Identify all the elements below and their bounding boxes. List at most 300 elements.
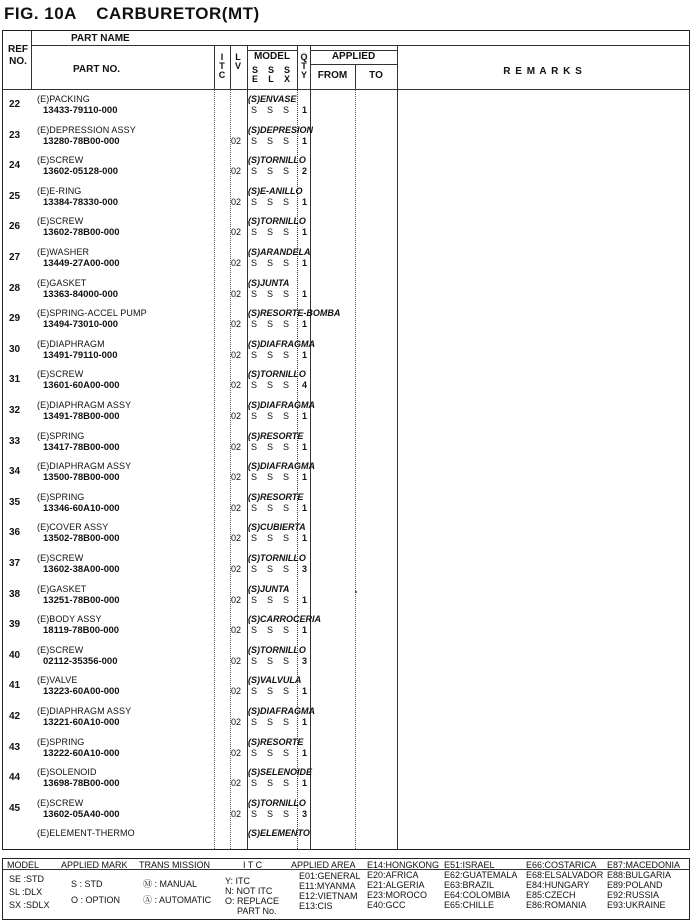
- model-mark: S: [267, 288, 274, 299]
- part-name: (E)PACKING: [37, 94, 90, 104]
- part-name: (E)SCREW: [37, 155, 84, 166]
- legend-itc-item: O: REPLACE: [225, 896, 280, 906]
- legend-area-item: E12:VIETNAM: [299, 891, 358, 901]
- legend-area-item: E66:COSTARICA: [526, 860, 597, 870]
- model-mark: S: [251, 411, 258, 421]
- model-mark: S: [267, 380, 274, 391]
- applied-header: APPLIED: [331, 51, 376, 62]
- legend-area-item: E23:MOROCO: [367, 890, 428, 900]
- model-mark: S: [267, 349, 274, 360]
- part-number: 13222-60A10-000: [43, 747, 120, 759]
- legend-area-item: E86:ROMANIA: [526, 900, 587, 910]
- from-header: FROM: [317, 70, 348, 81]
- ref-number: 29: [9, 313, 21, 325]
- part-name: (E)DIAPHRAGM: [37, 338, 105, 349]
- level-value: 02: [231, 625, 242, 636]
- model-mark: S: [251, 380, 258, 391]
- model-mark: S: [251, 349, 258, 360]
- level-value: 02: [231, 747, 242, 758]
- part-number: 18119-78B00-000: [43, 625, 120, 637]
- quantity: 3: [302, 808, 308, 819]
- table-row: [3, 306, 689, 337]
- table-row: [3, 398, 689, 429]
- part-number: 13602-38A00-000: [43, 564, 120, 575]
- ref-number: 25: [9, 190, 21, 202]
- quantity: 3: [302, 655, 308, 666]
- quantity: 1: [302, 288, 308, 299]
- level-value: 02: [231, 319, 242, 330]
- spanish-name: (S)JUNTA: [248, 583, 290, 594]
- part-name-header: PART NAME: [71, 33, 130, 44]
- level-value: 02: [231, 778, 242, 789]
- level-value: 02: [231, 686, 242, 697]
- legend-area-item: E62:GUATEMALA: [444, 870, 518, 880]
- to-header: TO: [369, 70, 383, 81]
- legend-area-item: E21:ALGERIA: [367, 880, 425, 890]
- part-number: 13346-60A10-000: [43, 502, 120, 514]
- level-value: 02: [231, 288, 242, 299]
- legend-area-item: E11:MYANMA: [299, 881, 356, 891]
- quantity: 1: [302, 441, 308, 452]
- spanish-name: (S)DIAFRAGMA: [248, 461, 315, 472]
- legend-trans-item: Ⓜ : MANUAL: [143, 879, 198, 889]
- part-number: 02112-35356-000: [43, 655, 118, 667]
- model-mark: S: [267, 808, 274, 819]
- legend-model-item: SX :SDLX: [9, 900, 50, 910]
- part-name: (E)SPRING: [37, 736, 85, 747]
- model-mark: S: [251, 105, 258, 115]
- part-name: (E)SOLENOID: [37, 767, 97, 778]
- spanish-name: (S)JUNTA: [248, 277, 290, 288]
- itc-header: I T C: [218, 52, 226, 80]
- quantity: 1: [302, 472, 308, 483]
- model-mark: S: [267, 655, 274, 666]
- ref-number: 35: [9, 496, 21, 508]
- table-row: [3, 673, 689, 704]
- ref-number: 36: [9, 527, 21, 539]
- legend-itc-item: PART No.: [237, 906, 277, 916]
- quantity: 1: [302, 778, 308, 789]
- table-row: [3, 214, 689, 245]
- level-value: 02: [231, 227, 242, 238]
- ref-number: 30: [9, 343, 21, 355]
- spanish-name: (S)ARANDELA: [248, 247, 311, 257]
- level-value: 02: [231, 594, 242, 605]
- legend-area-item: E88:BULGARIA: [607, 870, 672, 880]
- qty-header: Q T Y: [300, 52, 308, 80]
- part-number: 13491-79110-000: [43, 349, 118, 361]
- ref-number: 28: [9, 282, 21, 294]
- spanish-name: (S)ELEMENTO: [248, 828, 310, 839]
- quantity: 4: [302, 380, 308, 391]
- ref-number: 41: [9, 680, 21, 692]
- model-mark: S: [283, 747, 290, 758]
- table-row: [3, 245, 689, 276]
- legend-itc-title: I T C: [243, 860, 263, 870]
- part-name: (E)WASHER: [37, 247, 90, 257]
- model-mark: S: [251, 564, 258, 574]
- model-mark: S: [267, 196, 274, 207]
- part-number: 13363-84000-000: [43, 288, 119, 300]
- quantity: 1: [302, 533, 308, 544]
- model-mark: S: [267, 166, 274, 177]
- spanish-name: (S)VALVULA: [248, 675, 302, 686]
- lv-header: L V: [234, 52, 241, 71]
- table-row: [3, 429, 689, 460]
- spanish-name: (S)ENVASE: [248, 94, 297, 104]
- ref-number: 38: [9, 588, 21, 600]
- model-mark: S: [283, 533, 290, 544]
- ref-number: 42: [9, 711, 21, 722]
- ref-number: 32: [9, 405, 21, 416]
- part-name: (E)DIAPHRAGM ASSY: [37, 400, 132, 410]
- quantity: 2: [302, 166, 308, 177]
- ref-number: 33: [9, 435, 21, 447]
- table-row: [3, 704, 689, 735]
- spanish-name: (S)RESORTE: [248, 430, 304, 441]
- level-value: 02: [231, 196, 242, 207]
- model-mark: S: [283, 472, 290, 483]
- spanish-name: (S)DIAFRAGMA: [248, 706, 315, 716]
- spanish-name: (S)RESORTE-BOMBA: [248, 308, 341, 319]
- model-mark: S: [251, 747, 258, 758]
- spanish-name: (S)CUBIERTA: [248, 522, 306, 533]
- part-name: (E)SCREW: [37, 797, 84, 808]
- model-mark: S: [251, 441, 258, 452]
- part-name: (E)DEPRESSION ASSY: [37, 124, 136, 135]
- ref-number: 43: [9, 741, 21, 753]
- model-mark: S: [251, 227, 258, 238]
- legend-itc-item: N: NOT ITC: [225, 886, 273, 896]
- legend-model-title: MODEL: [7, 860, 40, 870]
- model-mark: S: [251, 135, 258, 146]
- model-mark: S: [267, 319, 274, 330]
- model-mark: S: [283, 288, 290, 299]
- table-row: [3, 582, 689, 613]
- legend: [2, 858, 690, 920]
- ref-number: 39: [9, 619, 21, 631]
- model-mark: S: [267, 227, 274, 238]
- level-value: 02: [231, 502, 242, 513]
- model-mark: S: [267, 717, 274, 727]
- table-row: [3, 123, 689, 154]
- model-mark: S: [283, 166, 290, 177]
- quantity: 1: [302, 686, 308, 697]
- model-mark: S: [267, 135, 274, 146]
- model-mark: S: [267, 564, 274, 574]
- part-number: 13602-78B00-000: [43, 227, 120, 239]
- remarks-header: R E M A R K S: [503, 66, 583, 77]
- legend-itc-item: Y: ITC: [225, 876, 251, 886]
- part-number: 13502-78B00-000: [43, 533, 120, 545]
- level-value: 02: [231, 349, 242, 360]
- model-mark: S: [283, 105, 290, 115]
- model-mark: S: [267, 594, 274, 605]
- figure-name: CARBURETOR(MT): [96, 4, 260, 23]
- model-mark: S: [251, 717, 258, 727]
- legend-area-item: E93:UKRAINE: [607, 900, 666, 910]
- part-no-header: PART NO.: [73, 64, 121, 75]
- legend-area-title: APPLIED AREA: [291, 860, 356, 870]
- model-mark: S: [267, 778, 274, 789]
- model-mark: S: [267, 441, 274, 452]
- spanish-name: (S)SELENOIDE: [248, 767, 313, 778]
- legend-area-item: E40:GCC: [367, 900, 406, 910]
- quantity: 1: [302, 717, 308, 727]
- part-number: 13449-27A00-000: [43, 258, 120, 269]
- model-mark: S: [251, 686, 258, 697]
- part-name: (E)SCREW: [37, 216, 84, 227]
- quantity: 1: [302, 258, 308, 268]
- table-row: [3, 765, 689, 796]
- level-value: 02: [231, 166, 242, 177]
- spanish-name: (S)TORNILLO: [248, 797, 306, 808]
- spanish-name: (S)E-ANILLO: [248, 185, 303, 196]
- ref-number: 44: [9, 772, 21, 784]
- ref-number: 45: [9, 802, 21, 814]
- spanish-name: (S)RESORTE: [248, 491, 304, 502]
- level-value: 02: [231, 472, 242, 483]
- legend-model-item: SE :STD: [9, 874, 45, 884]
- legend-area-item: E63:BRAZIL: [444, 880, 495, 890]
- level-value: 02: [231, 380, 242, 391]
- model-mark: S: [283, 808, 290, 819]
- part-name: (E)E-RING: [37, 185, 82, 196]
- model-mark: S: [283, 594, 290, 605]
- level-value: 02: [231, 258, 242, 268]
- model-col-se: S E: [251, 65, 258, 84]
- model-mark: S: [251, 778, 258, 789]
- table-row: [3, 490, 689, 521]
- ref-number: 26: [9, 221, 21, 233]
- part-name: (E)SCREW: [37, 553, 84, 563]
- part-name: (E)GASKET: [37, 277, 87, 288]
- parts-table: [2, 30, 690, 850]
- legend-area-item: E89:POLAND: [607, 880, 663, 890]
- part-number: 13280-78B00-000: [43, 135, 120, 147]
- table-row: [3, 459, 689, 490]
- model-mark: S: [283, 135, 290, 146]
- table-row: [3, 92, 689, 123]
- model-mark: S: [283, 349, 290, 360]
- quantity: 1: [302, 349, 308, 360]
- part-number: 13494-73010-000: [43, 319, 119, 331]
- table-row: [3, 735, 689, 766]
- figure-number: FIG. 10A: [4, 4, 77, 23]
- model-mark: S: [267, 625, 274, 636]
- model-mark: S: [251, 288, 258, 299]
- legend-area-item: E14:HONGKONG: [367, 860, 440, 870]
- part-name: (E)SPRING: [37, 491, 85, 502]
- quantity: 1: [302, 319, 308, 330]
- legend-trans-item: Ⓐ : AUTOMATIC: [143, 895, 212, 905]
- quantity: 1: [302, 105, 308, 115]
- legend-applied-item: O : OPTION: [71, 895, 121, 905]
- legend-model-item: SL :DLX: [9, 887, 43, 897]
- part-number: 13500-78B00-000: [43, 472, 120, 484]
- model-mark: S: [251, 196, 258, 207]
- ref-number: 27: [9, 252, 21, 263]
- quantity: 1: [302, 625, 308, 636]
- legend-applied-title: APPLIED MARK: [61, 860, 128, 870]
- quantity: 1: [302, 196, 308, 207]
- part-name: (E)VALVE: [37, 675, 78, 686]
- quantity: 3: [302, 564, 308, 574]
- legend-trans-title: TRANS MISSION: [139, 860, 211, 870]
- level-value: 02: [231, 717, 242, 727]
- model-header: MODEL: [253, 51, 291, 62]
- model-col-sx: S X: [283, 65, 290, 84]
- level-value: 02: [231, 655, 242, 666]
- part-number: 13417-78B00-000: [43, 441, 120, 453]
- level-value: 02: [231, 135, 242, 146]
- part-number: 13223-60A00-000: [43, 686, 120, 698]
- part-name: (E)GASKET: [37, 583, 87, 594]
- table-row: [3, 337, 689, 368]
- legend-area-item: E68:ELSALVADOR: [526, 870, 604, 880]
- model-col-sl: S L: [267, 65, 274, 84]
- legend-area-item: E65:CHILLE: [444, 900, 495, 910]
- model-mark: S: [251, 808, 258, 819]
- table-row: [3, 551, 689, 582]
- model-mark: S: [251, 533, 258, 544]
- part-name: (E)SPRING: [37, 430, 85, 441]
- quantity: 1: [302, 594, 308, 605]
- quantity: 1: [302, 227, 308, 238]
- part-number: 13384-78330-000: [43, 196, 119, 208]
- legend-area-item: E13:CIS: [299, 901, 333, 911]
- model-mark: S: [251, 166, 258, 177]
- ref-number: 22: [9, 99, 21, 110]
- stray-mark: [355, 591, 357, 593]
- model-mark: S: [283, 319, 290, 330]
- model-mark: S: [283, 258, 290, 268]
- model-mark: S: [283, 502, 290, 513]
- ref-number: 37: [9, 558, 21, 569]
- model-mark: S: [283, 380, 290, 391]
- legend-area-item: E51:ISRAEL: [444, 860, 495, 870]
- quantity: 1: [302, 411, 308, 421]
- part-name: (E)BODY ASSY: [37, 614, 102, 625]
- model-mark: S: [267, 686, 274, 697]
- part-number: 13221-60A10-000: [43, 717, 120, 728]
- model-mark: S: [283, 717, 290, 727]
- legend-area-item: E84:HUNGARY: [526, 880, 590, 890]
- model-mark: S: [283, 686, 290, 697]
- legend-area-item: E87:MACEDONIA: [607, 860, 681, 870]
- model-mark: S: [283, 655, 290, 666]
- ref-number: 40: [9, 649, 21, 661]
- spanish-name: (S)DEPRESION: [248, 124, 314, 135]
- spanish-name: (S)TORNILLO: [248, 216, 306, 227]
- legend-area-item: E85:CZECH: [526, 890, 576, 900]
- level-value: 02: [231, 564, 242, 574]
- model-mark: S: [267, 472, 274, 483]
- model-mark: S: [283, 441, 290, 452]
- model-mark: S: [283, 227, 290, 238]
- level-value: 02: [231, 808, 242, 819]
- table-row: [3, 276, 689, 307]
- model-mark: S: [267, 411, 274, 421]
- spanish-name: (S)TORNILLO: [248, 369, 306, 380]
- model-mark: S: [251, 655, 258, 666]
- model-mark: S: [251, 472, 258, 483]
- ref-header: REF: [8, 44, 28, 55]
- part-number: 13433-79110-000: [43, 105, 118, 116]
- model-mark: S: [251, 319, 258, 330]
- part-name: (E)SCREW: [37, 644, 84, 655]
- ref-number: 31: [9, 374, 21, 386]
- spanish-name: (S)TORNILLO: [248, 644, 306, 655]
- quantity: 1: [302, 502, 308, 513]
- part-number: 13698-78B00-000: [43, 778, 120, 790]
- spanish-name: (S)RESORTE: [248, 736, 304, 747]
- model-mark: S: [283, 411, 290, 421]
- part-name: (E)SCREW: [37, 369, 84, 380]
- level-value: 02: [231, 533, 242, 544]
- table-row: [3, 826, 689, 857]
- part-name: (E)DIAPHRAGM ASSY: [37, 706, 132, 716]
- legend-area-item: E92:RUSSIA: [607, 890, 660, 900]
- model-mark: S: [267, 533, 274, 544]
- model-mark: S: [251, 502, 258, 513]
- table-row: [3, 520, 689, 551]
- spanish-name: (S)DIAFRAGMA: [248, 400, 315, 410]
- ref-number: 34: [9, 466, 21, 478]
- part-name: (E)DIAPHRAGM ASSY: [37, 461, 132, 472]
- model-mark: S: [283, 625, 290, 636]
- model-mark: S: [267, 747, 274, 758]
- table-row: [3, 796, 689, 827]
- spanish-name: (S)TORNILLO: [248, 155, 306, 166]
- level-value: 02: [231, 441, 242, 452]
- model-mark: S: [267, 258, 274, 268]
- no-header: NO.: [9, 56, 27, 67]
- part-number: 13251-78B00-000: [43, 594, 120, 606]
- part-name: (E)ELEMENT-THERMO: [37, 828, 135, 839]
- table-row: [3, 643, 689, 674]
- spanish-name: (S)TORNILLO: [248, 553, 306, 563]
- table-row: [3, 153, 689, 184]
- quantity: 1: [302, 135, 308, 146]
- model-mark: S: [267, 502, 274, 513]
- part-name: (E)SPRING-ACCEL PUMP: [37, 308, 147, 319]
- spanish-name: (S)DIAFRAGMA: [248, 338, 315, 349]
- part-number: 13602-05A40-000: [43, 808, 120, 820]
- part-number: 13601-60A00-000: [43, 380, 120, 392]
- model-mark: S: [267, 105, 274, 115]
- model-mark: S: [251, 625, 258, 636]
- legend-applied-item: S : STD: [71, 879, 103, 889]
- page-title: [4, 4, 260, 24]
- model-mark: S: [251, 258, 258, 268]
- model-mark: S: [283, 778, 290, 789]
- legend-area-item: E20:AFRICA: [367, 870, 419, 880]
- ref-number: 23: [9, 129, 21, 141]
- table-row: [3, 367, 689, 398]
- table-row: [3, 184, 689, 215]
- ref-number: 24: [9, 160, 21, 172]
- part-number: 13602-05128-000: [43, 166, 119, 178]
- spanish-name: (S)CARROCERIA: [248, 614, 321, 625]
- quantity: 1: [302, 747, 308, 758]
- model-mark: S: [283, 564, 290, 574]
- part-name: (E)COVER ASSY: [37, 522, 109, 533]
- part-number: 13491-78B00-000: [43, 411, 120, 422]
- level-value: 02: [231, 411, 242, 421]
- legend-area-item: E64:COLOMBIA: [444, 890, 511, 900]
- table-row: [3, 612, 689, 643]
